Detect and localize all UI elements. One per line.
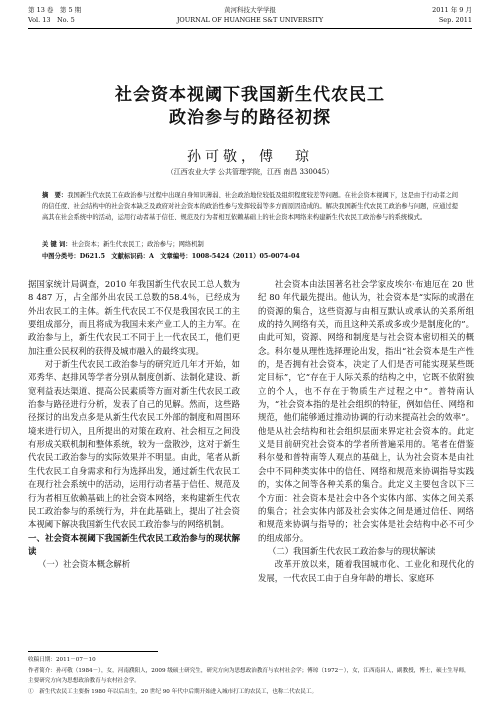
date-en: Sep. 2011 — [438, 16, 472, 24]
keywords-label: 关 键 词： — [42, 241, 72, 248]
classification-line: 中图分类号：D621.5 文献标识码：A 文章编号：1008-5424（2011）05-0074-04 — [42, 253, 300, 260]
footnote-definition: ① 新生代农民工主要指 1980 年以后出生，20 世纪 90 年代中后期开始进入城市打工的农民工，也称二代农民工。 — [28, 689, 318, 695]
body-column-right — [258, 278, 474, 585]
footnote-received: 收稿日期：2011－07－10 — [28, 657, 96, 663]
abstract — [42, 190, 458, 223]
abstract-text: 我国新生代农民工在政治参与过程中出现自身知识薄弱、社会政治地位较低及组织程度较差等问题。在社会资本视阈下，这是由于行动者之间的信任度、社会结构中的社会资本缺乏及政府对社会资本的政治性参与发挥较弱等多方面原因造成的。解决我国新生代农民工政治参与问题，应通过提高其在社会系统中的活动，运用行动者基于信任、规范及行为者相互依赖基础上的社会资本网络来构建新生代农民工政治参与的系统模式。 — [42, 192, 459, 221]
body-paragraph: 对于新生代农民工政治参与的研究近几年才开始，如邓秀华、赵排风等学者分别从制度创新、法制化建设、新宽利益表达渠道、提高公民素质等方面对新生代农民工政治参与路径进行分析，发表了自己的见解。然而，这些路径探讨的出发点多是从新生代农民工外部的制度和周围环境来进行切入，且所提出的对策在政府、社会相互之间没有形成关联机制和整体系统，较为一盘散沙，这对于新生代农民工政治参与的实际效果并不明显。由此，笔者从新生代农民工自身需求和行为选择出发，通过新生代农民工在现行社会系统中的活动，运用行动者基于信任、规范及行为者相互依赖基础上的社会资本网络，来构建新生代农民工政治参与的系统行为，并在此基础上，提出了社会资本视阈下解决我国新生代农民工政治参与的网络机制。 — [28, 359, 240, 530]
footnote-rule — [28, 651, 158, 652]
article-title-line1: 社会资本视阈下我国新生代农民工 — [115, 85, 385, 105]
article-title-line2: 政治参与的路径初探 — [169, 108, 331, 128]
issue-en: Vol. 13 No. 5 — [28, 16, 75, 24]
section-heading: 一、社会资本视阈下我国新生代农民工政治参与的现状解读 — [28, 532, 240, 556]
journal-name-en: JOURNAL OF HUANGHE S&T UNIVERSITY — [176, 16, 324, 24]
keywords — [42, 239, 458, 250]
keywords-text: 社会资本；新生代农民工；政治参与；网络机制 — [71, 241, 204, 248]
footnote-author-bio: 作者简介：孙可敬（1984－），女，河南濮阳人，2009 级硕士研究生，研究方向为思想政治教育与农村社会学；傅琼（1972－），女，江西南昌人，副教授，博士，硕士生导师，主要研究方向为思想政治教育与农村社会学。 — [28, 668, 470, 684]
body-column-left — [28, 278, 240, 572]
subsection-heading: （二）我国新生代农民工政治参与的现状解读 — [268, 545, 436, 556]
issue-cn: 第 13 卷 第 5 期 — [28, 6, 82, 14]
authors: 孙可敬，傅 琼 — [187, 149, 313, 165]
body-paragraph: 改革开放以来，随着我国城市化、工业化和现代化的发展，一代农民工由于自身年龄的增长、家庭环 — [258, 559, 474, 583]
abstract-label: 摘 要： — [42, 192, 68, 199]
date-cn: 2011 年 9 月 — [432, 6, 472, 14]
subsection-heading: （一）社会资本概念解析 — [38, 559, 131, 570]
affiliation: （江西农业大学 公共管理学院，江西 南昌 330045） — [166, 168, 334, 176]
body-paragraph: 社会资本由法国著名社会学家皮埃尔·布迪厄在 20 世纪 80 年代最先提出。他认为，社会资本是“实际的或潜在的资源的集合，这些资源与由相互默认或承认的关系所组成的持久网络有关，而且这种关系或多或少是制度化的”。由此可知，资源、网络和制度是与社会资本密切相关的概念。科尔曼从理性选择理论出发，指出“社会资本是生产性的，是否拥有社会资本，决定了人们是否可能实现某些既定目标”，它“存在于人际关系的结构之中，它既不依附独立的个人，也不存在于物质生产过程之中”。普特南认为，“社会资本指的是社会组织的特征，例如信任、网络和规范，他们能够通过推动协调的行动来提高社会的效率”。他是从社会结构和社会组织层面来界定社会资本的。此定义是目前研究社会资本的学者所普遍采用的。笔者在借鉴科尔曼和普特南等人观点的基础上，认为社会资本是由社会中不同种类实体中的信任、网络和规范来协调指导实践的，实体之间等各种关系的集合。此定义主要包含以下三个方面：社会资本是社会中各个实体内部、实体之间关系的集合；社会实体内部及社会实体之间是通过信任、网络和规范来协调与指导的；社会实体是社会结构中必不可少的组成部分。 — [258, 279, 474, 543]
header-rule — [28, 28, 472, 29]
body-paragraph: 据国家统计局调查，2010 年我国新生代农民工总人数为 8 487 万，占全部外出农民工总数的58.4％，已经成为外出农民工的主体。新生代农民工不仅是我国农民工的主要组成部分，而且将成为我国未来产业工人的主力军。在政治参与上，新生代农民工不同于上一代农民工，他们更加注重公民权利的获得及城市融入的最终实现。 — [28, 279, 240, 356]
journal-name-cn: 黄河科技大学学报 — [224, 6, 276, 14]
